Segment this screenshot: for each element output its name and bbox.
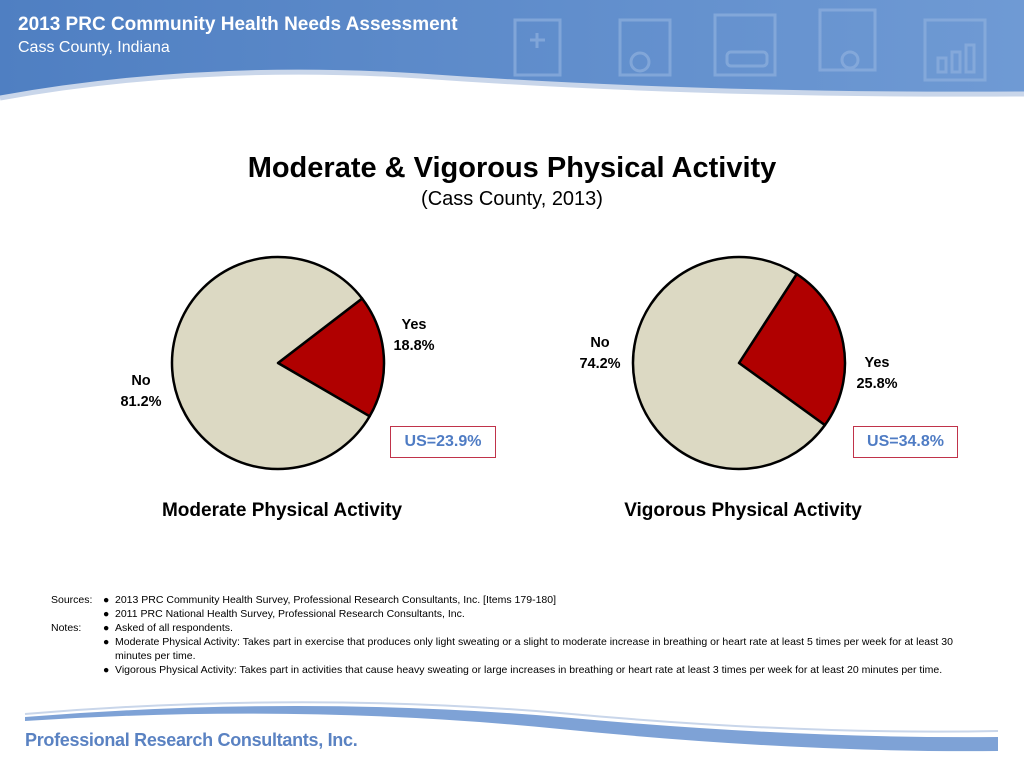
slice-label-vigorous-yes [848, 353, 906, 395]
slice-name: No [590, 335, 610, 351]
us-benchmark-moderate: US=23.9% [390, 426, 496, 458]
slice-label-vigorous-no [571, 333, 629, 375]
slice-name: No [131, 373, 151, 389]
bullet: ● [103, 608, 110, 620]
chart-title: Moderate & Vigorous Physical Activity [247, 152, 777, 184]
pie-chart-moderate [172, 257, 384, 469]
note-line [51, 635, 971, 663]
notes-label: Notes: [51, 622, 82, 634]
sources-and-notes [51, 593, 971, 677]
bullet: ● [103, 622, 110, 634]
slice-value: 18.8% [393, 338, 435, 354]
footer-logo: Professional Research Consultants, Inc. [25, 730, 358, 750]
slice-value: 74.2% [579, 356, 621, 372]
chart-subtitle: (Cass County, 2013) [421, 188, 603, 210]
bullet: ● [103, 636, 110, 648]
slice-value: 25.8% [856, 376, 898, 392]
note-line [51, 663, 971, 677]
pie-chart-vigorous [633, 257, 845, 469]
source-text: 2013 PRC Community Health Survey, Professional Research Consultants, Inc. [Items 179-180] [115, 594, 557, 606]
header-subtitle: Cass County, Indiana [18, 39, 170, 56]
sources-label: Sources: [51, 594, 93, 606]
slice-name: Yes [401, 317, 427, 333]
note-text: Asked of all respondents. [115, 622, 233, 634]
note-line [51, 621, 971, 635]
slice-name: Yes [864, 355, 890, 371]
note-text: Vigorous Physical Activity: Takes part in activities that cause heavy sweating or large increases in breathing or heart rate at least 3 times per week for at least 20 minutes per time. [115, 664, 943, 676]
slice-value: 81.2% [120, 394, 162, 410]
caption-moderate: Moderate Physical Activity [161, 500, 403, 521]
note-text: Moderate Physical Activity: Takes part in exercise that produces only light sweating or a slight to moderate increase in breathing or heart rate at least 5 times per week for at least 30 minutes per time. [115, 636, 953, 662]
source-line [51, 607, 971, 621]
us-benchmark-vigorous: US=34.8% [853, 426, 958, 458]
caption-vigorous: Vigorous Physical Activity [624, 500, 862, 521]
header-title: 2013 PRC Community Health Needs Assessment [18, 14, 458, 35]
bullet: ● [103, 594, 110, 606]
source-text: 2011 PRC National Health Survey, Professional Research Consultants, Inc. [115, 608, 465, 620]
slice-label-moderate-no [112, 371, 170, 413]
bullet: ● [103, 664, 110, 676]
slice-label-moderate-yes [385, 315, 443, 357]
source-line [51, 593, 971, 607]
